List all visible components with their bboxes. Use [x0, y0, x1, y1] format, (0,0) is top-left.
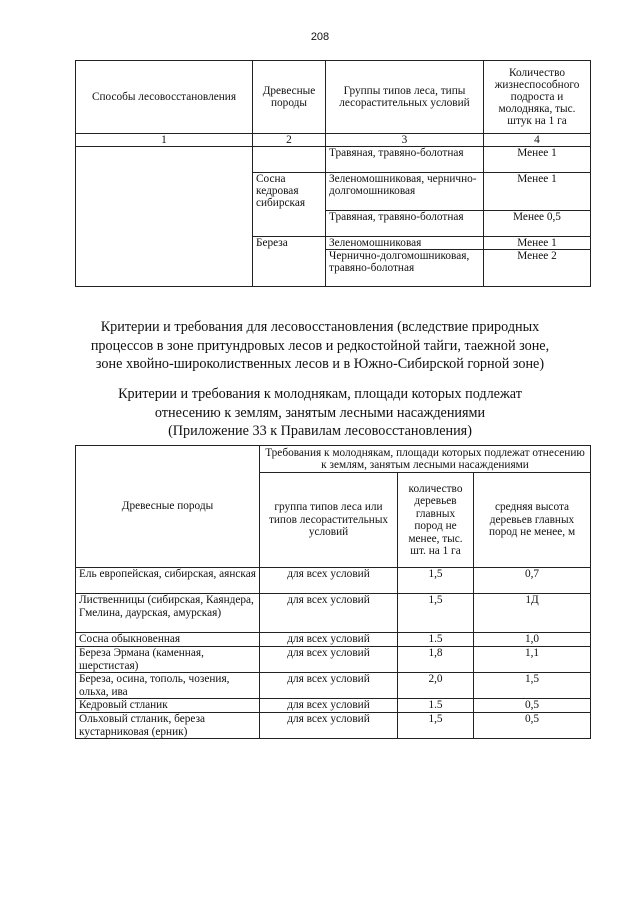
species-cell: Ель европейская, сибирская, аянская	[76, 568, 260, 594]
count-cell: 1,8	[398, 647, 474, 673]
condition-cell: для всех условий	[260, 568, 398, 594]
species-cell: Сосна кедровая сибирская	[253, 173, 326, 237]
species-cell: Ольховый стланик, береза кустарниковая (ерник)	[76, 713, 260, 739]
species-cell: Береза Эрмана (каменная, шерстистая)	[76, 647, 260, 673]
height-cell: 0,7	[474, 568, 591, 594]
quantity-cell: Менее 1	[484, 173, 591, 211]
heading-line: (Приложение 33 к Правилам лесовосстановления)	[168, 423, 472, 439]
column-number: 1	[76, 134, 253, 147]
header-forest-groups: Группы типов леса, типы лесорастительных условий	[326, 61, 484, 134]
heading-line: Критерии и требования для лесовосстановления (вследствие природных	[100, 319, 540, 335]
condition-cell: для всех условий	[260, 594, 398, 633]
count-cell: 1.5	[398, 699, 474, 713]
condition-cell: для всех условий	[260, 713, 398, 739]
heading-line: отнесению к землям, занятым лесными насаждениями	[154, 404, 486, 421]
forest-type-cell: Чернично-долгомошниковая, травяно-болотная	[326, 250, 484, 287]
count-cell: 1.5	[398, 633, 474, 647]
quantity-cell: Менее 0,5	[484, 211, 591, 237]
species-cell: Кедровый стланик	[76, 699, 260, 713]
condition-cell: для всех условий	[260, 673, 398, 699]
table-row	[76, 594, 591, 633]
heading-line: процессов в зоне притундровых лесов и редкостойной тайги, таежной зоне,	[90, 337, 550, 354]
forest-type-cell: Зеленомошниковая, чернично-долгомошниковая	[326, 173, 484, 211]
forest-type-cell: Травяная, травяно-болотная	[326, 147, 484, 173]
height-cell: 1Д	[474, 594, 591, 633]
count-cell: 2,0	[398, 673, 474, 699]
heading-line: зоне хвойно-широколиственных лесов и в Южно-Сибирской горной зоне)	[95, 356, 545, 372]
height-cell: 0,5	[474, 699, 591, 713]
condition-cell: для всех условий	[260, 647, 398, 673]
young-stands-table	[75, 445, 591, 739]
quantity-cell: Менее 1	[484, 237, 591, 250]
quantity-cell: Менее 1	[484, 147, 591, 173]
table-row	[76, 647, 591, 673]
section-heading-young-stands	[0, 385, 640, 441]
height-cell: 1,1	[474, 647, 591, 673]
header-requirements: Требования к молоднякам, площади которых подлежат отнесению к землям, занятым лесными насаждениями	[260, 446, 591, 473]
height-cell: 1,5	[474, 673, 591, 699]
header-forest-group: группа типов леса или типов лесорастительных условий	[260, 473, 398, 568]
header-quantity: Количество жизнеспособного подроста и молодняка, тыс. штук на 1 га	[484, 61, 591, 134]
species-cell: Сосна обыкновенная	[76, 633, 260, 647]
column-number: 2	[253, 134, 326, 147]
condition-cell: для всех условий	[260, 633, 398, 647]
height-cell: 0,5	[474, 713, 591, 739]
count-cell: 1,5	[398, 568, 474, 594]
header-species: Древесные породы	[253, 61, 326, 134]
species-cell-empty	[253, 147, 326, 173]
table-row	[76, 633, 591, 647]
table-row	[76, 699, 591, 713]
header-tree-count: количество деревьев главных пород не менее, тыс. шт. на 1 га	[398, 473, 474, 568]
table-row	[76, 713, 591, 739]
forest-type-cell: Травяная, травяно-болотная	[326, 211, 484, 237]
table-row	[76, 673, 591, 699]
table-header-row	[76, 61, 591, 134]
header-species: Древесные породы	[76, 446, 260, 568]
column-number: 4	[484, 134, 591, 147]
table-row	[76, 147, 591, 173]
height-cell: 1,0	[474, 633, 591, 647]
species-cell: Береза, осина, тополь, чозения, ольха, ива	[76, 673, 260, 699]
column-number-row	[76, 134, 591, 147]
heading-line: Критерии и требования к молоднякам, площади которых подлежат	[118, 386, 522, 402]
count-cell: 1,5	[398, 713, 474, 739]
header-average-height: средняя высота деревьев главных пород не менее, м	[474, 473, 591, 568]
methods-cell	[76, 147, 253, 287]
section-heading-criteria	[0, 318, 640, 374]
table-row	[76, 568, 591, 594]
regeneration-table	[75, 60, 591, 287]
quantity-cell: Менее 2	[484, 250, 591, 287]
table-header-row	[76, 446, 591, 473]
condition-cell: для всех условий	[260, 699, 398, 713]
count-cell: 1,5	[398, 594, 474, 633]
page-number: 208	[310, 31, 330, 43]
species-cell: Береза	[253, 237, 326, 287]
species-cell: Лиственницы (сибирская, Каяндера, Гмелина, даурская, амурская)	[76, 594, 260, 633]
column-number: 3	[326, 134, 484, 147]
header-methods: Способы лесовосстановления	[76, 61, 253, 134]
forest-type-cell: Зеленомошниковая	[326, 237, 484, 250]
